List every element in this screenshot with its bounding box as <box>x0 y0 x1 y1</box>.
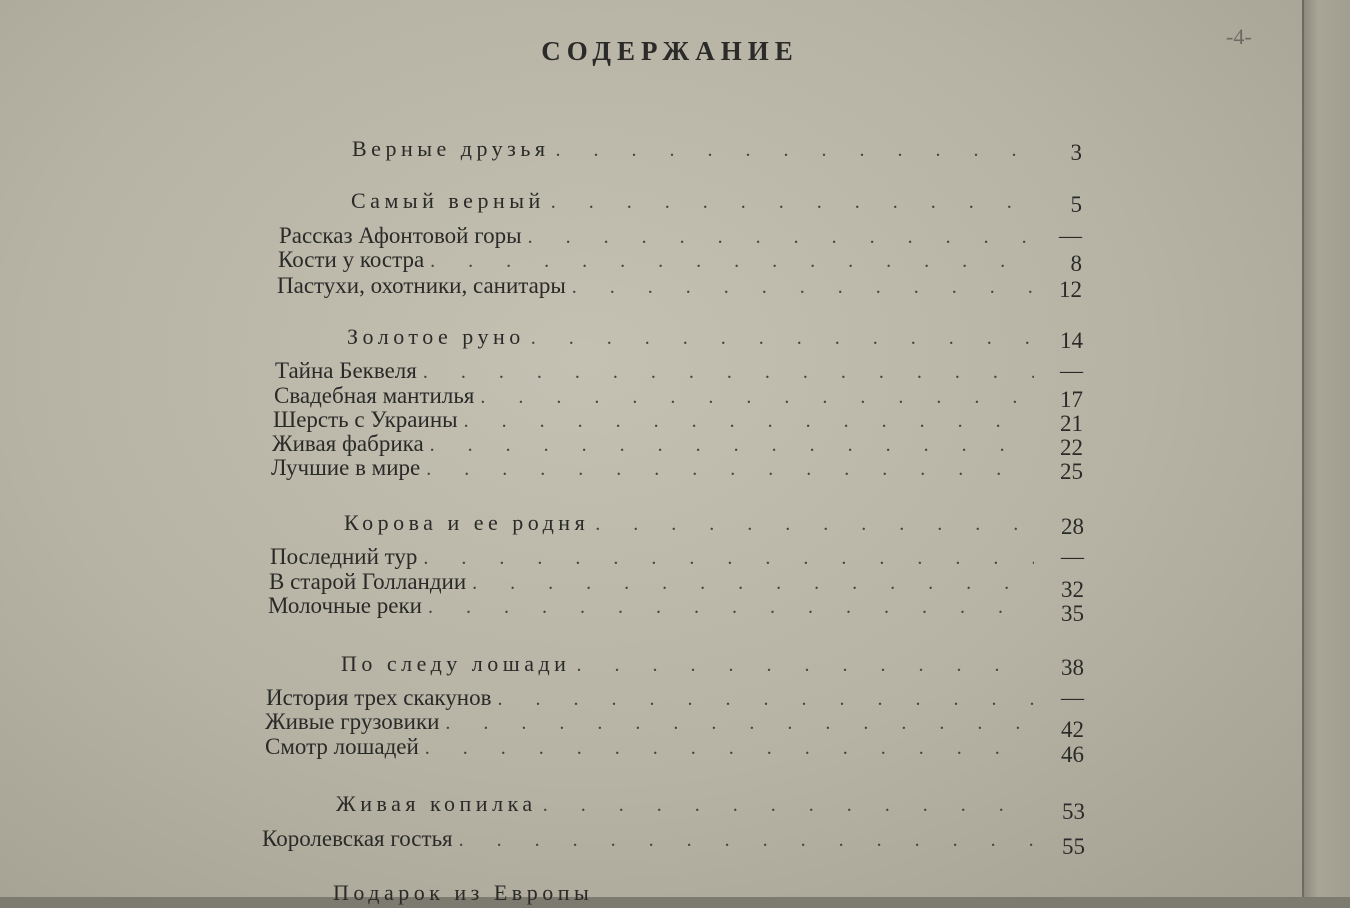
toc-section <box>333 880 1040 908</box>
dot-leader <box>430 250 1034 273</box>
toc-page-number: — <box>1059 223 1082 248</box>
toc-page-number: 46 <box>1061 742 1084 767</box>
toc-entry <box>265 734 1040 762</box>
toc-page-number: 32 <box>1061 577 1084 602</box>
toc-page-number: 8 <box>1070 251 1082 276</box>
dot-leader <box>497 688 1034 711</box>
toc-entry <box>271 455 1040 483</box>
toc-title: В старой Голландии <box>269 569 467 594</box>
toc-section <box>352 136 1040 164</box>
toc-entry <box>265 709 1040 737</box>
toc-title: Свадебная мантилья <box>274 383 475 408</box>
toc-title: Подарок из Европы <box>333 880 594 905</box>
toc-page-number: 42 <box>1061 717 1084 742</box>
toc-entry <box>278 247 1040 275</box>
toc-section <box>347 324 1040 352</box>
dot-leader <box>426 458 1034 481</box>
dot-leader <box>464 410 1034 433</box>
dot-leader <box>531 327 1034 350</box>
toc-title: Королевская гостья <box>262 826 453 851</box>
toc-entry <box>277 273 1040 301</box>
toc-title: История трех скакунов <box>266 685 492 710</box>
toc-section <box>351 188 1040 216</box>
toc-title: Последний тур <box>270 544 418 569</box>
toc-entry <box>275 358 1040 386</box>
dot-leader <box>425 737 1034 760</box>
toc-title: Молочные реки <box>268 593 422 618</box>
toc-section <box>336 791 1040 819</box>
toc-page-number: 35 <box>1061 601 1084 626</box>
toc-entry <box>270 544 1040 572</box>
dot-leader <box>543 794 1034 817</box>
toc-page-number: 25 <box>1060 459 1083 484</box>
toc-section <box>344 510 1040 538</box>
dot-leader <box>445 712 1034 735</box>
dot-leader <box>551 191 1034 214</box>
dot-leader <box>576 654 1034 677</box>
toc-title: Тайна Беквеля <box>275 358 417 383</box>
toc-title: Корова и ее родня <box>344 510 590 535</box>
toc-page-number: 55 <box>1062 834 1085 859</box>
toc-title: Живая фабрика <box>272 431 424 456</box>
dot-leader <box>572 276 1034 299</box>
page-title: СОДЕРЖАНИЕ <box>541 36 799 66</box>
toc-title: Верные друзья <box>352 136 550 161</box>
dot-leader <box>595 513 1034 536</box>
toc-title: Пастухи, охотники, санитары <box>277 273 566 298</box>
dot-leader <box>430 434 1034 457</box>
toc-page-number: — <box>1061 685 1084 710</box>
dot-leader <box>423 361 1034 384</box>
dot-leader <box>459 829 1034 852</box>
dot-leader <box>480 386 1034 409</box>
toc-title: Смотр лошадей <box>265 734 419 759</box>
toc-page-number: 21 <box>1060 411 1083 436</box>
toc-page-number: — <box>1060 358 1083 383</box>
toc-title: Живые грузовики <box>265 709 440 734</box>
toc-page-number: 53 <box>1062 799 1085 824</box>
page-edge <box>1302 0 1350 897</box>
toc-page-number: 28 <box>1061 514 1084 539</box>
dot-leader <box>528 226 1034 249</box>
toc-title: Лучшие в мире <box>271 455 421 480</box>
page-number-mark: -4- <box>1226 24 1252 49</box>
toc-page-number: 5 <box>1070 192 1082 217</box>
dot-leader <box>556 139 1034 162</box>
toc-page-number: 14 <box>1060 328 1083 353</box>
toc-title: Шерсть с Украины <box>273 407 458 432</box>
toc-page-number: — <box>1061 544 1084 569</box>
dot-leader <box>423 547 1034 570</box>
toc-page-number: 22 <box>1060 435 1083 460</box>
toc-page-number: 12 <box>1059 277 1082 302</box>
toc-title: Рассказ Афонтовой горы <box>279 223 522 248</box>
dot-leader <box>472 572 1034 595</box>
toc-title: Самый верный <box>351 188 545 213</box>
toc-section <box>341 651 1040 679</box>
toc-entry <box>262 826 1040 854</box>
toc-entry <box>268 593 1040 621</box>
toc-title: По следу лошади <box>341 651 571 676</box>
toc-title: Кости у костра <box>278 247 425 272</box>
toc-page-number: 17 <box>1060 387 1083 412</box>
toc-page-number: 3 <box>1070 140 1082 165</box>
toc-title: Живая копилка <box>336 791 537 816</box>
toc-page-number: 38 <box>1061 655 1084 680</box>
toc-title: Золотое руно <box>347 324 525 349</box>
dot-leader <box>428 596 1034 619</box>
